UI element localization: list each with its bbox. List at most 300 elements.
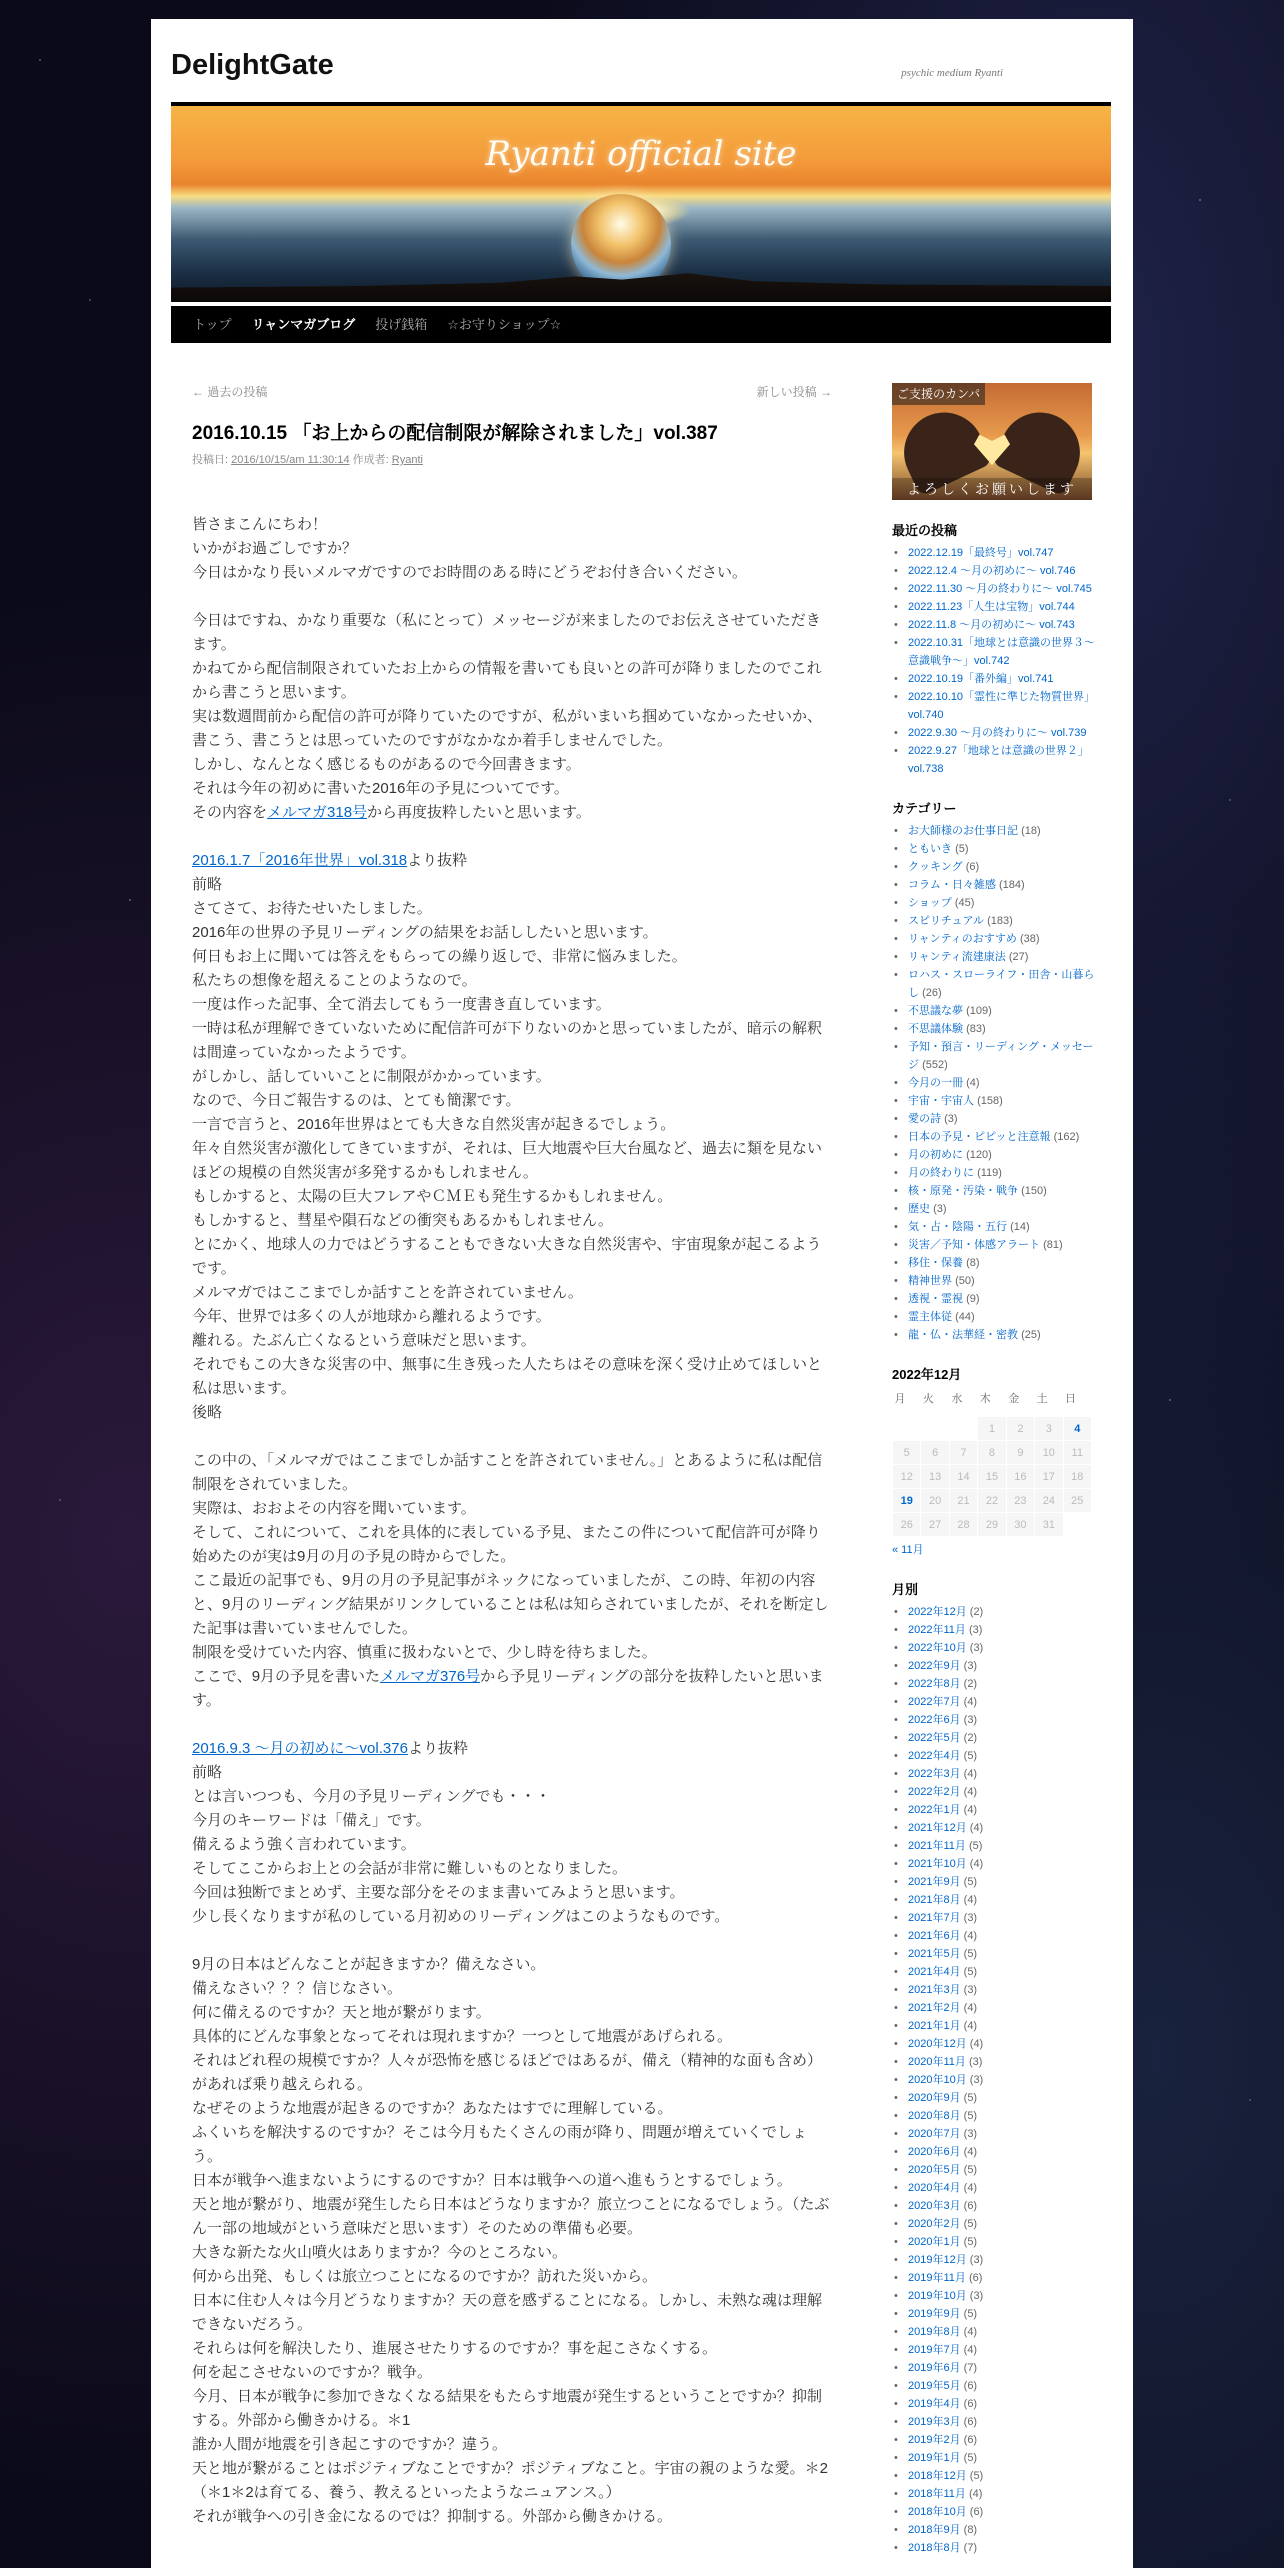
archive-count: (3) bbox=[963, 1912, 978, 1924]
meta-posted-label: 投稿日: bbox=[192, 454, 229, 466]
archive-link[interactable]: 2018年12月 bbox=[908, 2470, 967, 2482]
archive-link[interactable]: 2019年12月 bbox=[908, 2254, 967, 2266]
calendar-day-link[interactable]: 4 bbox=[1074, 1422, 1081, 1435]
archive-item bbox=[892, 2431, 1102, 2449]
calendar-day-cell: 1 bbox=[978, 1417, 1006, 1441]
calendar-day-cell: 10 bbox=[1035, 1441, 1063, 1465]
category-count: (14) bbox=[1010, 1221, 1030, 1233]
post-paragraph: もしかすると、太陽の巨大フレアやＣＭＥも発生するかもしれません。 bbox=[192, 1188, 673, 1205]
category-link[interactable]: 霊主体従 bbox=[908, 1311, 952, 1323]
archive-link[interactable]: 2022年10月 bbox=[908, 1642, 967, 1654]
calendar-day-cell: 12 bbox=[893, 1465, 921, 1489]
site-description: psychic medium Ryanti bbox=[901, 67, 1003, 79]
archive-item bbox=[892, 2071, 1102, 2089]
archive-link[interactable]: 2019年10月 bbox=[908, 2290, 967, 2302]
calendar-weekday: 日 bbox=[1065, 1393, 1077, 1405]
category-count: (4) bbox=[966, 1077, 980, 1089]
site-header bbox=[151, 19, 1133, 343]
inline-post-link[interactable]: メルマガ318号 bbox=[267, 804, 368, 821]
category-link[interactable]: ロハス・スローライフ・田舎・山暮らし bbox=[908, 969, 1095, 999]
category-count: (183) bbox=[987, 915, 1013, 927]
archive-item bbox=[892, 2359, 1102, 2377]
category-item bbox=[892, 1110, 1102, 1128]
nav-item-1[interactable]: リャンマガブログ bbox=[251, 317, 356, 332]
archive-item bbox=[892, 1855, 1102, 1873]
calendar-day-cell: 9 bbox=[1006, 1441, 1034, 1465]
category-link[interactable]: ともいき bbox=[908, 843, 952, 855]
calendar-week-row bbox=[893, 1489, 1092, 1513]
paragraph-text: から予見リーディングの部分を抜粋したいと思います。 bbox=[192, 1668, 824, 1709]
recent-post-link[interactable]: 2022.12.4 ～月の初めに～ vol.746 bbox=[908, 565, 1076, 577]
category-count: (25) bbox=[1021, 1329, 1041, 1341]
archive-link[interactable]: 2021年7月 bbox=[908, 1912, 961, 1924]
calendar-day-cell bbox=[893, 1489, 921, 1513]
archive-count: (6) bbox=[963, 2398, 978, 2410]
archive-link[interactable]: 2020年2月 bbox=[908, 2218, 961, 2230]
recent-post-link[interactable]: 2022.11.8 ～月の初めに～ vol.743 bbox=[908, 619, 1075, 631]
paragraph-text: より抜粋 bbox=[407, 852, 468, 869]
category-link[interactable]: 不思議な夢 bbox=[908, 1005, 963, 1017]
category-link[interactable]: 不思議体験 bbox=[908, 1023, 963, 1035]
calendar-day-cell: 21 bbox=[949, 1489, 977, 1513]
post-paragraph: とにかく、地球人の力ではどうすることもできない大きな自然災害や、宇宙現象が起こるようです。 bbox=[192, 1236, 822, 1277]
calendar-weekday-row bbox=[893, 1388, 1092, 1417]
paragraph-text: より抜粋 bbox=[407, 1740, 468, 1757]
archive-item bbox=[892, 2215, 1102, 2233]
recent-post-item bbox=[892, 544, 1102, 562]
archive-item bbox=[892, 1801, 1102, 1819]
archive-item bbox=[892, 2179, 1102, 2197]
post-title: 2016.10.15 「お上からの配信制限が解除されました」vol.387 bbox=[192, 423, 718, 444]
archive-count: (4) bbox=[969, 1822, 984, 1834]
post-paragraph bbox=[192, 801, 832, 825]
archive-link[interactable]: 2022年8月 bbox=[908, 1678, 961, 1690]
post-paragraph: 今月のキーワードは「備え」です。 bbox=[192, 1812, 431, 1829]
category-link[interactable]: お大師様のお仕事日記 bbox=[908, 825, 1018, 837]
calendar-empty-cell bbox=[921, 1417, 949, 1441]
recent-post-item bbox=[892, 580, 1102, 598]
post-paragraph: 前略 bbox=[192, 876, 223, 893]
archive-count: (5) bbox=[963, 2236, 978, 2248]
post-paragraph: 何日もお上に聞いては答えをもらっての繰り返しで、非常に悩みました。 bbox=[192, 948, 687, 965]
archive-link[interactable]: 2020年12月 bbox=[908, 2038, 967, 2050]
post-paragraph: いかがお過ごしですか？ bbox=[192, 540, 358, 557]
archive-item bbox=[892, 2143, 1102, 2161]
archive-count: (4) bbox=[963, 1696, 978, 1708]
archive-count: (6) bbox=[968, 2272, 983, 2284]
calendar-day-cell: 22 bbox=[978, 1489, 1006, 1513]
archive-item bbox=[892, 2017, 1102, 2035]
recent-post-item bbox=[892, 562, 1102, 580]
calendar-day-cell: 14 bbox=[949, 1465, 977, 1489]
archive-item bbox=[892, 2197, 1102, 2215]
archive-link[interactable]: 2020年1月 bbox=[908, 2236, 961, 2248]
archive-link[interactable]: 2020年6月 bbox=[908, 2146, 961, 2158]
post-meta bbox=[192, 451, 832, 467]
archive-link[interactable]: 2021年4月 bbox=[908, 1966, 961, 1978]
archive-link[interactable]: 2020年7月 bbox=[908, 2128, 961, 2140]
archive-link[interactable]: 2018年11月 bbox=[908, 2488, 966, 2500]
archive-count: (5) bbox=[963, 2164, 978, 2176]
category-item bbox=[892, 948, 1102, 966]
archive-item bbox=[892, 2323, 1102, 2341]
archive-link[interactable]: 2021年5月 bbox=[908, 1948, 961, 1960]
post-author-link[interactable]: Ryanti bbox=[391, 454, 423, 466]
archive-item bbox=[892, 1819, 1102, 1837]
archive-item bbox=[892, 1765, 1102, 1783]
recent-post-link[interactable]: 2022.10.19「番外編」vol.741 bbox=[908, 673, 1054, 685]
post-paragraph: 皆さまこんにちわ！ bbox=[192, 516, 328, 533]
archive-item bbox=[892, 1603, 1102, 1621]
archive-link[interactable]: 2019年5月 bbox=[908, 2380, 961, 2392]
archive-link[interactable]: 2021年11月 bbox=[908, 1840, 966, 1852]
archive-count: (5) bbox=[963, 2092, 978, 2104]
post-paragraph: 後略 bbox=[192, 1404, 223, 1421]
inline-post-link[interactable]: メルマガ376号 bbox=[380, 1668, 481, 1685]
archive-count: (8) bbox=[963, 2524, 978, 2536]
post-paragraph: 9月の日本はどんなことが起きますか？備えなさい。 bbox=[192, 1956, 546, 1973]
archive-item bbox=[892, 1963, 1102, 1981]
archive-count: (6) bbox=[963, 2416, 978, 2428]
archive-count: (5) bbox=[963, 2452, 978, 2464]
archive-link[interactable]: 2021年8月 bbox=[908, 1894, 961, 1906]
category-link[interactable]: リャンティのおすすめ bbox=[908, 933, 1017, 945]
category-link[interactable]: 愛の詩 bbox=[908, 1113, 941, 1125]
category-count: (8) bbox=[966, 1257, 980, 1269]
post-paragraph: 何から出発、もしくは旅立つことになるのですか？訪れた災いから。 bbox=[192, 2268, 658, 2285]
archive-count: (6) bbox=[969, 2506, 984, 2518]
archive-item bbox=[892, 2089, 1102, 2107]
recent-post-item bbox=[892, 634, 1102, 670]
recent-post-item bbox=[892, 598, 1102, 616]
category-link[interactable]: スピリチュアル bbox=[908, 915, 985, 927]
post-date-link[interactable]: 2016/10/15/am 11:30:14 bbox=[231, 454, 350, 466]
prev-post-link[interactable]: ← 過去の投稿 bbox=[192, 385, 268, 399]
calendar-weekday: 火 bbox=[922, 1393, 934, 1405]
archive-link[interactable]: 2020年11月 bbox=[908, 2056, 966, 2068]
archive-count: (5) bbox=[963, 2218, 978, 2230]
recent-post-link[interactable]: 2022.9.30 ～月の終わりに～ vol.739 bbox=[908, 727, 1087, 739]
archive-link[interactable]: 2020年3月 bbox=[908, 2200, 961, 2212]
calendar-day-cell: 20 bbox=[921, 1489, 949, 1513]
category-item bbox=[892, 1146, 1102, 1164]
archive-link[interactable]: 2021年6月 bbox=[908, 1930, 961, 1942]
calendar-day-cell: 25 bbox=[1063, 1489, 1091, 1513]
post-paragraph bbox=[192, 1713, 832, 1737]
archive-count: (5) bbox=[963, 1948, 978, 1960]
calendar-day-link[interactable]: 19 bbox=[900, 1494, 913, 1507]
recent-post-link[interactable]: 2022.10.10「霊性に準じた物質世界」vol.740 bbox=[908, 691, 1096, 721]
post-paragraph: それが戦争への引き金になるのでは？抑制する。外部から働きかける。 bbox=[192, 2508, 673, 2525]
archive-count: (4) bbox=[963, 2020, 978, 2032]
post-paragraph: 日本に住む人々は今月どうなりますか？天の意を感ずることになる。しかし、未熟な魂は理解できないだろう。 bbox=[192, 2292, 823, 2333]
calendar-day-cell: 16 bbox=[1006, 1465, 1034, 1489]
support-donation-banner[interactable] bbox=[892, 383, 1092, 500]
post-paragraph bbox=[192, 1737, 832, 1761]
archive-count: (6) bbox=[963, 2380, 978, 2392]
post-paragraph: 日本が戦争へ進まないようにするのですか？日本は戦争への道へ進もうとするでしょう。 bbox=[192, 2172, 792, 2189]
category-link[interactable]: 日本の予見・ピピッと注意報 bbox=[908, 1131, 1051, 1143]
post-paragraph: それはどれ程の規模ですか？人々が恐怖を感じるほどではあるが、備え（精神的な面も含め）があれば乗り越えられる。 bbox=[192, 2052, 823, 2093]
category-link[interactable]: 災害／予知・体感アラート bbox=[908, 1239, 1040, 1251]
archive-count: (4) bbox=[963, 2344, 978, 2356]
archives-widget bbox=[892, 1581, 1102, 2557]
category-link[interactable]: 月の初めに bbox=[908, 1149, 963, 1161]
category-item bbox=[892, 912, 1102, 930]
calendar-week-row bbox=[893, 1465, 1092, 1489]
archive-item bbox=[892, 1981, 1102, 1999]
archive-count: (5) bbox=[968, 1840, 983, 1852]
categories-list bbox=[892, 822, 1102, 1344]
meta-author-label: 作成者: bbox=[352, 454, 389, 466]
post-paragraph: ここ最近の記事でも、9月の月の予見記事がネックになっていましたが、この時、年初の内容と、9月のリーディング結果がリンクしていることは私は知らされていましたが、それを断定した記事は書いていませんでした。 bbox=[192, 1572, 829, 1637]
archive-link[interactable]: 2022年2月 bbox=[908, 1786, 961, 1798]
category-link[interactable]: 宇宙・宇宙人 bbox=[908, 1095, 974, 1107]
category-item bbox=[892, 822, 1102, 840]
category-link[interactable]: 核・原発・汚染・戦争 bbox=[908, 1185, 1018, 1197]
archive-link[interactable]: 2020年8月 bbox=[908, 2110, 961, 2122]
archive-link[interactable]: 2019年2月 bbox=[908, 2434, 961, 2446]
header-banner-image[interactable] bbox=[171, 102, 1111, 302]
archive-count: (4) bbox=[963, 2326, 978, 2338]
archive-item bbox=[892, 1945, 1102, 1963]
archive-count: (4) bbox=[963, 1894, 978, 1906]
category-count: (83) bbox=[966, 1023, 986, 1035]
calendar-weekday: 月 bbox=[894, 1393, 906, 1405]
category-count: (109) bbox=[966, 1005, 992, 1017]
category-link[interactable]: リャンティ流建康法 bbox=[908, 951, 1006, 963]
archive-link[interactable]: 2019年9月 bbox=[908, 2308, 961, 2320]
category-count: (158) bbox=[977, 1095, 1003, 1107]
post-paragraph: 今年、世界では多くの人が地球から離れるようです。 bbox=[192, 1308, 551, 1325]
category-item bbox=[892, 1002, 1102, 1020]
calendar-day-cell: 28 bbox=[949, 1513, 977, 1537]
post-paragraph: この中の、「メルマガではここまでしか話すことを許されていません。」とあるように私は配信制限をされていました。 bbox=[192, 1452, 823, 1493]
archive-link[interactable]: 2022年6月 bbox=[908, 1714, 961, 1726]
category-item bbox=[892, 1200, 1102, 1218]
site-title-link[interactable]: DelightGate bbox=[171, 49, 334, 81]
calendar-weekday: 木 bbox=[979, 1393, 991, 1405]
archive-item bbox=[892, 1837, 1102, 1855]
recent-posts-widget bbox=[892, 522, 1102, 778]
calendar-week-row bbox=[893, 1417, 1092, 1441]
archive-link[interactable]: 2021年3月 bbox=[908, 1984, 961, 1996]
archive-item bbox=[892, 2233, 1102, 2251]
archive-link[interactable]: 2022年9月 bbox=[908, 1660, 961, 1672]
calendar-widget bbox=[892, 1366, 1102, 1559]
archives-list bbox=[892, 1603, 1102, 2557]
category-link[interactable]: 龍・仏・法華経・密教 bbox=[908, 1329, 1018, 1341]
category-item bbox=[892, 1254, 1102, 1272]
post-paragraph: それでもこの大きな災害の中、無事に生き残った人たちはその意味を深く受け止めてほしいと私は思います。 bbox=[192, 1356, 823, 1397]
archive-count: (3) bbox=[963, 1660, 978, 1672]
post-paragraph: 今月、日本が戦争に参加できなくなる結果をもたらす地震が発生するということですか？抑制する。外部から働きかける。＊1 bbox=[192, 2388, 823, 2429]
archive-link[interactable]: 2021年2月 bbox=[908, 2002, 961, 2014]
archive-count: (7) bbox=[963, 2362, 978, 2374]
archive-count: (5) bbox=[963, 1876, 978, 1888]
archive-link[interactable]: 2021年12月 bbox=[908, 1822, 967, 1834]
archive-link[interactable]: 2020年10月 bbox=[908, 2074, 967, 2086]
archive-link[interactable]: 2022年4月 bbox=[908, 1750, 961, 1762]
archive-link[interactable]: 2020年5月 bbox=[908, 2164, 961, 2176]
nav-item-0[interactable]: トップ bbox=[193, 317, 232, 332]
category-count: (50) bbox=[955, 1275, 975, 1287]
post-paragraph: 2016年の世界の予見リーディングの結果をお話ししたいと思います。 bbox=[192, 924, 658, 941]
archive-link[interactable]: 2021年10月 bbox=[908, 1858, 967, 1870]
category-count: (5) bbox=[955, 843, 969, 855]
archive-item bbox=[892, 2125, 1102, 2143]
post-paragraph: ふくいちを解決するのですか？そこは今月もたくさんの雨が降り、問題が増えていくでしょう。 bbox=[192, 2124, 808, 2165]
recent-post-link[interactable]: 2022.11.30 ～月の終わりに～ vol.745 bbox=[908, 583, 1092, 595]
category-link[interactable]: クッキング bbox=[908, 861, 963, 873]
archive-link[interactable]: 2021年1月 bbox=[908, 2020, 961, 2032]
archive-item bbox=[892, 1999, 1102, 2017]
archive-link[interactable]: 2022年3月 bbox=[908, 1768, 961, 1780]
archive-count: (2) bbox=[963, 1678, 978, 1690]
category-item bbox=[892, 1038, 1102, 1074]
calendar-day-cell: 13 bbox=[921, 1465, 949, 1489]
nav-item-2[interactable]: 投げ銭箱 bbox=[375, 317, 428, 332]
archive-link[interactable]: 2019年7月 bbox=[908, 2344, 961, 2356]
calendar-week-row bbox=[893, 1441, 1092, 1465]
inline-post-link[interactable]: 2016.9.3 ～月の初めに～vol.376 bbox=[192, 1740, 408, 1757]
archive-count: (5) bbox=[963, 2110, 978, 2122]
archive-item bbox=[892, 1873, 1102, 1891]
recent-post-link[interactable]: 2022.11.23「人生は宝物」vol.744 bbox=[908, 601, 1075, 613]
archive-link[interactable]: 2019年8月 bbox=[908, 2326, 961, 2338]
post-paragraph: さてさて、お待たせいたしました。 bbox=[192, 900, 432, 917]
calendar-empty-cell bbox=[893, 1417, 921, 1441]
category-link[interactable]: 精神世界 bbox=[908, 1275, 952, 1287]
archive-item bbox=[892, 1729, 1102, 1747]
archive-link[interactable]: 2021年9月 bbox=[908, 1876, 961, 1888]
archive-count: (5) bbox=[963, 1966, 978, 1978]
post-paragraph: しかし、なんとなく感じるものがあるので今回書きます。 bbox=[192, 756, 581, 773]
calendar-day-cell: 5 bbox=[893, 1441, 921, 1465]
archive-link[interactable]: 2018年8月 bbox=[908, 2542, 961, 2554]
category-link[interactable]: コラム・日々雑感 bbox=[908, 879, 996, 891]
inline-post-link[interactable]: 2016.1.7「2016年世界」vol.318 bbox=[192, 852, 408, 869]
archive-item bbox=[892, 2539, 1102, 2557]
archive-count: (4) bbox=[963, 2002, 978, 2014]
category-link[interactable]: 移住・保養 bbox=[908, 1257, 963, 1269]
archive-link[interactable]: 2019年1月 bbox=[908, 2452, 961, 2464]
sidebar bbox=[892, 383, 1102, 2557]
calendar-day-cell: 18 bbox=[1063, 1465, 1091, 1489]
calendar-weekday: 水 bbox=[951, 1393, 963, 1405]
calendar-prev-month-link[interactable]: « 11月 bbox=[892, 1544, 924, 1556]
archive-count: (3) bbox=[968, 1624, 983, 1636]
archive-link[interactable]: 2022年7月 bbox=[908, 1696, 961, 1708]
category-link[interactable]: 歴史 bbox=[908, 1203, 930, 1215]
post-paragraph: 私たちの想像を超えることのようなので。 bbox=[192, 972, 477, 989]
archive-item bbox=[892, 2503, 1102, 2521]
recent-post-link[interactable]: 2022.10.31「地球とは意識の世界３～意識戦争～」vol.742 bbox=[908, 637, 1096, 667]
archive-link[interactable]: 2019年11月 bbox=[908, 2272, 966, 2284]
calendar-day-cell: 7 bbox=[949, 1441, 977, 1465]
category-count: (120) bbox=[966, 1149, 992, 1161]
calendar-day-cell: 27 bbox=[921, 1513, 949, 1537]
category-count: (3) bbox=[944, 1113, 958, 1125]
post-paragraph: 今日はかなり長いメルマガですのでお時間のある時にどうぞお付き合いください。 bbox=[192, 564, 748, 581]
archive-count: (4) bbox=[969, 1858, 984, 1870]
recent-post-item bbox=[892, 688, 1102, 724]
archive-link[interactable]: 2022年12月 bbox=[908, 1606, 967, 1618]
category-link[interactable]: 今月の一冊 bbox=[908, 1077, 963, 1089]
archive-link[interactable]: 2019年6月 bbox=[908, 2362, 961, 2374]
category-count: (45) bbox=[954, 897, 975, 909]
category-item bbox=[892, 1074, 1102, 1092]
category-count: (9) bbox=[966, 1293, 980, 1305]
category-link[interactable]: ショップ bbox=[908, 897, 952, 909]
archive-link[interactable]: 2018年10月 bbox=[908, 2506, 967, 2518]
recent-post-item bbox=[892, 724, 1102, 742]
archive-item bbox=[892, 2395, 1102, 2413]
category-link[interactable]: 月の終わりに bbox=[908, 1167, 974, 1179]
nav-item-3[interactable]: ☆お守りショップ☆ bbox=[447, 317, 562, 332]
archive-link[interactable]: 2020年9月 bbox=[908, 2092, 961, 2104]
archive-item bbox=[892, 2269, 1102, 2287]
category-link[interactable]: 予知・預言・リーディング・メッセージ bbox=[908, 1041, 1094, 1071]
category-item bbox=[892, 840, 1102, 858]
archive-item bbox=[892, 1639, 1102, 1657]
post-paragraph: 天と地が繋がることはポジティブなことですか？ポジティブなこと。宇宙の親のような愛。＊2 bbox=[192, 2460, 828, 2477]
archive-link[interactable]: 2018年9月 bbox=[908, 2524, 961, 2536]
archive-link[interactable]: 2022年5月 bbox=[908, 1732, 961, 1744]
category-count: (162) bbox=[1053, 1131, 1080, 1143]
calendar-day-cell: 8 bbox=[978, 1441, 1006, 1465]
post-paragraph: かねてから配信制限されていたお上からの情報を書いても良いとの許可が降りましたのでこれから書こうと思います。 bbox=[192, 660, 822, 701]
post-paragraph: とは言いつつも、今月の予見リーディングでも・・・ bbox=[192, 1788, 551, 1805]
archive-count: (4) bbox=[968, 2488, 983, 2500]
paragraph-text: ここで、9月の予見を書いた bbox=[192, 1668, 381, 1685]
category-link[interactable]: 気・占・陰陽・五行 bbox=[908, 1221, 1007, 1233]
support-banner-caption: よろしくお願いします bbox=[892, 478, 1092, 500]
archive-link[interactable]: 2020年4月 bbox=[908, 2182, 961, 2194]
archive-link[interactable]: 2019年3月 bbox=[908, 2416, 961, 2428]
category-count: (44) bbox=[955, 1311, 975, 1323]
archive-item bbox=[892, 1657, 1102, 1675]
archive-item bbox=[892, 1711, 1102, 1729]
calendar-day-cell: 15 bbox=[978, 1465, 1006, 1489]
archive-item bbox=[892, 2521, 1102, 2539]
category-link[interactable]: 透視・霊視 bbox=[908, 1293, 963, 1305]
calendar-empty-cell bbox=[949, 1417, 977, 1441]
calendar-day-cell: 24 bbox=[1035, 1489, 1063, 1513]
post-paragraph: 一言で言うと、2016年世界はとても大きな自然災害が起きるでしょう。 bbox=[192, 1116, 676, 1133]
category-count: (150) bbox=[1021, 1185, 1047, 1197]
post-paragraph: 実際は、おおよその内容を聞いています。 bbox=[192, 1500, 476, 1517]
post-paragraph bbox=[192, 1425, 832, 1449]
archive-count: (6) bbox=[963, 2200, 978, 2212]
post-paragraph: もしかすると、彗星や隕石などの衝突もあるかもしれません。 bbox=[192, 1212, 613, 1229]
post-paragraph: それは今年の初めに書いた2016年の予見についてです。 bbox=[192, 780, 569, 797]
archive-link[interactable]: 2022年1月 bbox=[908, 1804, 961, 1816]
category-count: (6) bbox=[965, 861, 980, 873]
archive-link[interactable]: 2022年11月 bbox=[908, 1624, 966, 1636]
post-paragraph: 天と地が繋がり、地震が発生したら日本はどうなりますか？旅立つことになるでしょう。（たぶん一部の地域がという意味だと思います）そのための準備も必要。 bbox=[192, 2196, 830, 2237]
support-banner-title: ご支援のカンパ bbox=[892, 383, 985, 405]
recent-post-link[interactable]: 2022.9.27「地球とは意識の世界２」vol.738 bbox=[908, 745, 1089, 775]
calendar-day-cell: 29 bbox=[978, 1513, 1006, 1537]
archive-item bbox=[892, 2287, 1102, 2305]
post-paragraph: そして、これについて、これを具体的に表している予見、またこの件について配信許可が降り始めたのが実は9月の月の予見の時からでした。 bbox=[192, 1524, 821, 1565]
archive-item bbox=[892, 2035, 1102, 2053]
archive-link[interactable]: 2019年4月 bbox=[908, 2398, 961, 2410]
recent-post-link[interactable]: 2022.12.19「最終号」vol.747 bbox=[908, 547, 1054, 559]
post-body bbox=[192, 513, 832, 2529]
next-post-link[interactable]: 新しい投稿 → bbox=[756, 385, 832, 399]
